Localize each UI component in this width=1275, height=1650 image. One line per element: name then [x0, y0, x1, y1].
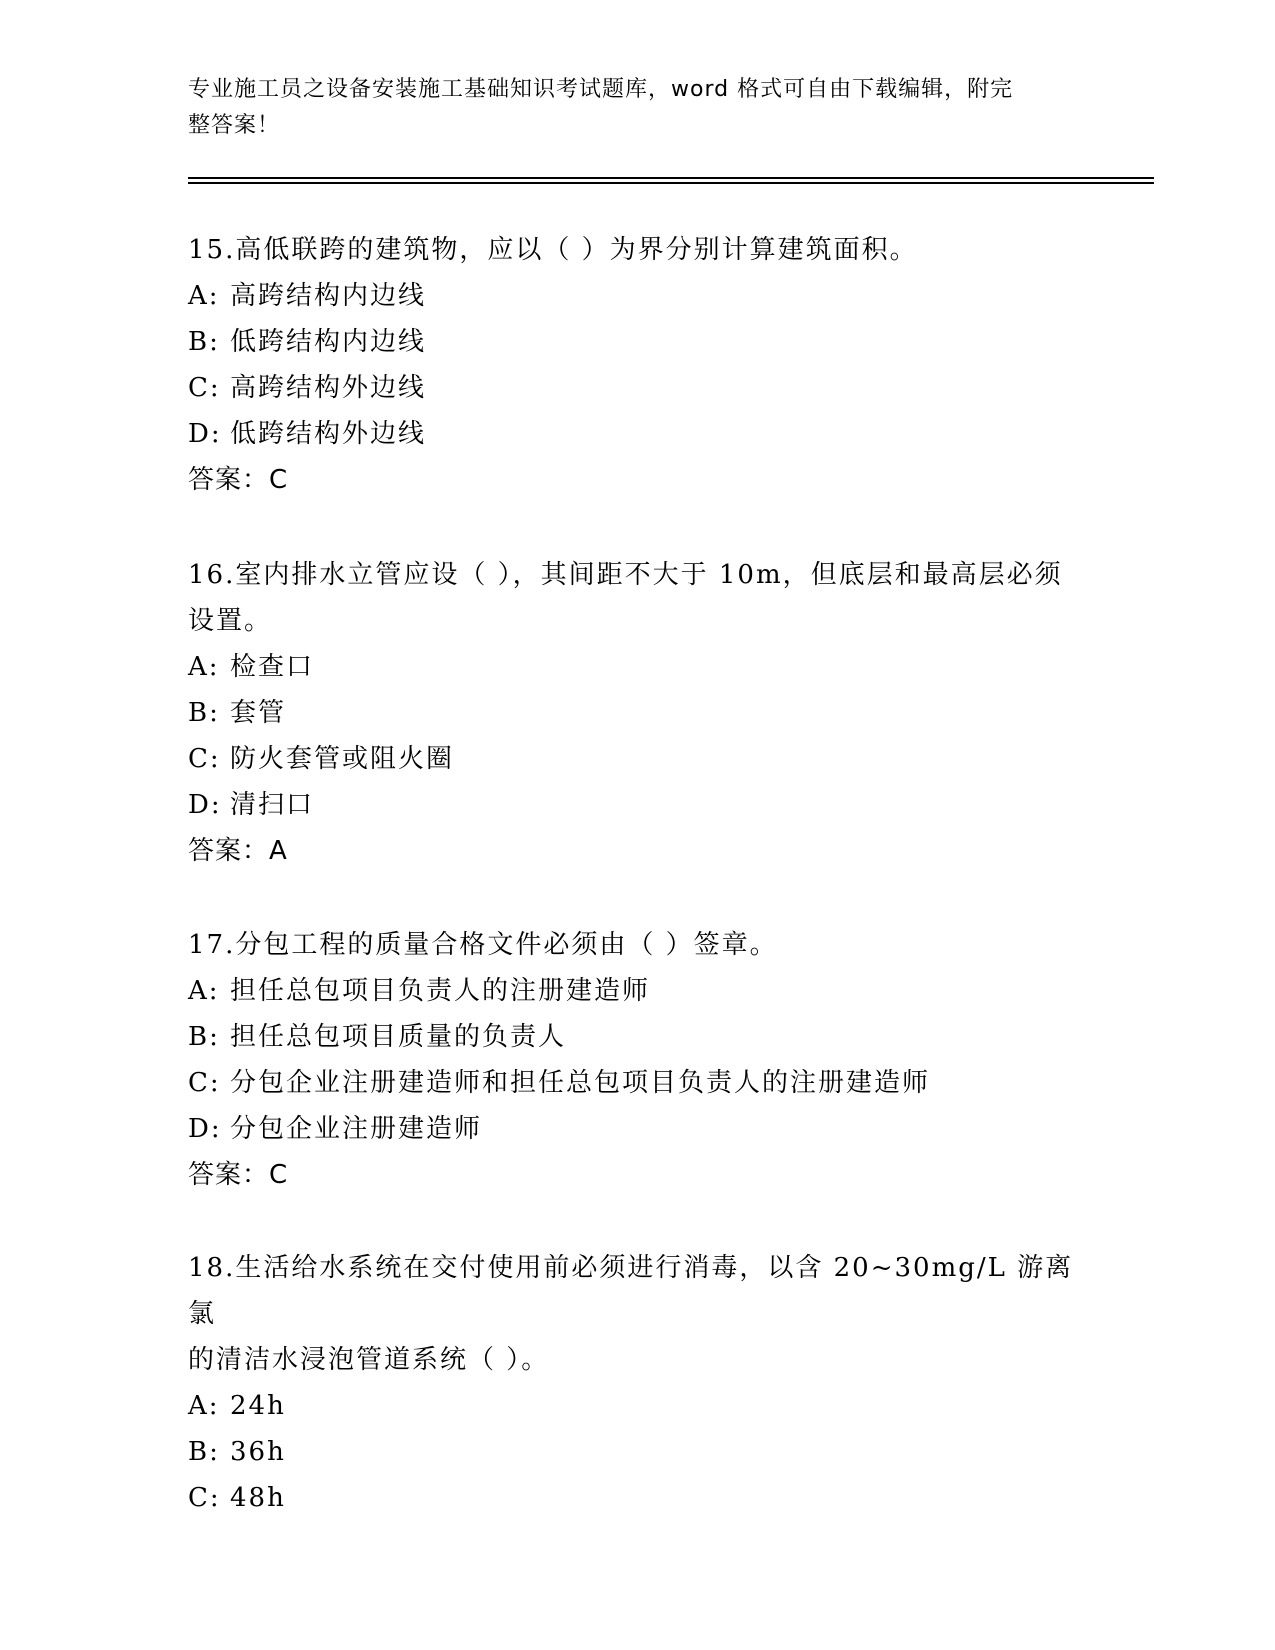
answer-line: 答案：A — [188, 836, 288, 866]
option-text: 高跨结构内边线 — [230, 281, 427, 311]
option-text: 检查口 — [230, 652, 315, 682]
option-text: 48h — [230, 1483, 286, 1513]
option-b — [188, 1429, 1088, 1475]
option-d — [188, 411, 1088, 457]
option-key: D: — [188, 790, 222, 820]
option-text: 24h — [230, 1391, 286, 1421]
question-stem-line-2: 设置。 — [188, 606, 273, 636]
option-c — [188, 736, 1088, 782]
header-line-1: 专业施工员之设备安装施工基础知识考试题库，word 格式可自由下载编辑，附完 — [188, 77, 1014, 102]
option-d — [188, 1106, 1088, 1152]
option-key: C: — [188, 744, 221, 774]
option-key: B: — [188, 1022, 220, 1052]
question-16 — [188, 552, 1088, 874]
option-text: 套管 — [230, 698, 287, 728]
question-stem-line-1: 16.室内排水立管应设（ ），其间距不大于 10m，但底层和最高层必须 — [188, 560, 1063, 590]
option-text: 清扫口 — [230, 790, 315, 820]
option-text: 低跨结构外边线 — [230, 419, 427, 449]
question-stem-line-2: 的清洁水浸泡管道系统（ ）。 — [188, 1345, 550, 1375]
option-a — [188, 273, 1088, 319]
option-key: D: — [188, 419, 222, 449]
option-a — [188, 644, 1088, 690]
option-a — [188, 968, 1088, 1014]
answer-line: 答案：C — [188, 1160, 289, 1190]
header-line-2: 整答案！ — [188, 113, 281, 138]
option-key: C: — [188, 373, 221, 403]
option-text: 分包企业注册建造师 — [230, 1114, 483, 1144]
option-text: 36h — [230, 1437, 286, 1467]
question-15 — [188, 227, 1088, 503]
question-stem-line-1: 18.生活给水系统在交付使用前必须进行消毒，以含 20~30mg/L 游离氯 — [188, 1253, 1074, 1329]
option-text: 分包企业注册建造师和担任总包项目负责人的注册建造师 — [230, 1068, 931, 1098]
question-stem: 17.分包工程的质量合格文件必须由（ ）签章。 — [188, 930, 778, 960]
option-c — [188, 1475, 1088, 1521]
option-a — [188, 1383, 1088, 1429]
option-text: 高跨结构外边线 — [230, 373, 427, 403]
question-17 — [188, 922, 1088, 1198]
answer-line: 答案：C — [188, 465, 289, 495]
option-b — [188, 690, 1088, 736]
option-key: A: — [188, 281, 220, 311]
option-key: B: — [188, 327, 220, 357]
option-text: 防火套管或阻火圈 — [230, 744, 455, 774]
header-rule-bottom — [188, 182, 1154, 184]
option-key: D: — [188, 1114, 222, 1144]
option-b — [188, 1014, 1088, 1060]
question-18 — [188, 1245, 1088, 1521]
option-key: B: — [188, 1437, 220, 1467]
option-text: 低跨结构内边线 — [230, 327, 427, 357]
option-key: B: — [188, 698, 220, 728]
document-header — [188, 72, 1068, 144]
option-key: C: — [188, 1483, 221, 1513]
option-key: A: — [188, 976, 220, 1006]
option-b — [188, 319, 1088, 365]
option-key: A: — [188, 652, 220, 682]
option-c — [188, 365, 1088, 411]
option-text: 担任总包项目负责人的注册建造师 — [230, 976, 651, 1006]
header-rule-top — [188, 177, 1154, 179]
option-key: C: — [188, 1068, 221, 1098]
question-stem: 15.高低联跨的建筑物，应以（ ）为界分别计算建筑面积。 — [188, 235, 918, 265]
option-key: A: — [188, 1391, 220, 1421]
option-d — [188, 782, 1088, 828]
option-text: 担任总包项目质量的负责人 — [230, 1022, 567, 1052]
option-c — [188, 1060, 1088, 1106]
